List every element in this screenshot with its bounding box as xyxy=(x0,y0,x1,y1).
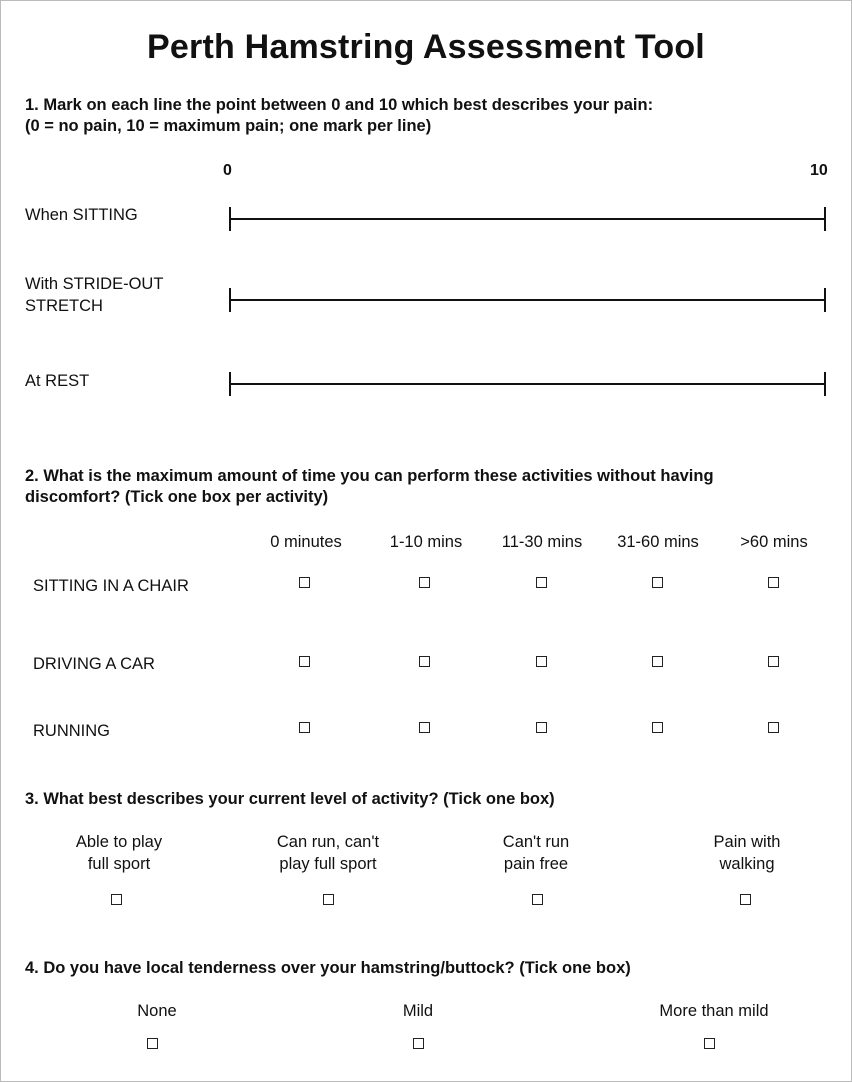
activity-label-driving: DRIVING A CAR xyxy=(33,655,155,673)
column-header-11-30-mins: 11-30 mins xyxy=(501,533,583,551)
activity-option-full-sport-line-2: full sport xyxy=(87,855,151,873)
question-1-line-1: 1. Mark on each line the point between 0 and 10 which best describes your pain: xyxy=(25,96,654,114)
column-header-31-60-mins: 31-60 mins xyxy=(617,533,699,551)
pain-row-label-rest: At REST xyxy=(25,372,90,390)
pain-scale-line-rest[interactable] xyxy=(229,383,826,385)
checkbox-driving-0-minutes[interactable] xyxy=(299,656,310,667)
activity-label-sitting: SITTING IN A CHAIR xyxy=(33,577,189,595)
tenderness-option-more-than-mild: More than mild xyxy=(659,1002,769,1020)
activity-option-can-run xyxy=(238,831,418,875)
question-4-text: 4. Do you have local tenderness over your hamstring/buttock? (Tick one box) xyxy=(25,959,631,977)
pain-scale-line-sitting[interactable] xyxy=(229,218,826,220)
pain-row-label-stride-out-line-1: With STRIDE-OUT xyxy=(25,275,164,293)
checkbox-driving-11-30-mins[interactable] xyxy=(536,656,547,667)
activity-option-pain-walking-line-1: Pain with xyxy=(713,833,781,851)
pain-row-label-stride-out-line-2: STRETCH xyxy=(25,297,103,315)
activity-option-pain-walking-line-2: walking xyxy=(719,855,775,873)
checkbox-activity-pain-walking[interactable] xyxy=(740,894,751,905)
question-2-text xyxy=(25,466,714,508)
checkbox-running-0-minutes[interactable] xyxy=(299,722,310,733)
column-header-1-10-mins: 1-10 mins xyxy=(389,533,463,551)
question-1-line-2: (0 = no pain, 10 = maximum pain; one mark per line) xyxy=(25,117,432,135)
checkbox-driving-31-60-mins[interactable] xyxy=(652,656,663,667)
activity-option-can-run-line-1: Can run, can't xyxy=(276,833,380,851)
scale-min-label: 0 xyxy=(223,162,232,179)
checkbox-activity-full-sport[interactable] xyxy=(111,894,122,905)
tenderness-option-mild: Mild xyxy=(402,1002,434,1020)
checkbox-activity-can-run[interactable] xyxy=(323,894,334,905)
activity-option-cant-run-line-2: pain free xyxy=(503,855,569,873)
checkbox-activity-cant-run[interactable] xyxy=(532,894,543,905)
column-header-over-60-mins: >60 mins xyxy=(740,533,808,551)
activity-option-cant-run xyxy=(446,831,626,875)
activity-option-full-sport-line-1: Able to play xyxy=(75,833,163,851)
checkbox-running-11-30-mins[interactable] xyxy=(536,722,547,733)
checkbox-running-1-10-mins[interactable] xyxy=(419,722,430,733)
checkbox-tenderness-none[interactable] xyxy=(147,1038,158,1049)
checkbox-driving-over-60-mins[interactable] xyxy=(768,656,779,667)
activity-label-running: RUNNING xyxy=(33,722,110,740)
checkbox-sitting-1-10-mins[interactable] xyxy=(419,577,430,588)
question-3-text: 3. What best describes your current level of activity? (Tick one box) xyxy=(25,790,555,808)
checkbox-tenderness-more-than-mild[interactable] xyxy=(704,1038,715,1049)
pain-row-label-sitting: When SITTING xyxy=(25,206,138,224)
activity-option-cant-run-line-1: Can't run xyxy=(502,833,570,851)
column-header-0-minutes: 0 minutes xyxy=(270,533,342,551)
checkbox-running-over-60-mins[interactable] xyxy=(768,722,779,733)
activity-option-pain-walking xyxy=(657,831,837,875)
checkbox-running-31-60-mins[interactable] xyxy=(652,722,663,733)
page-title: Perth Hamstring Assessment Tool xyxy=(147,28,705,66)
checkbox-sitting-over-60-mins[interactable] xyxy=(768,577,779,588)
question-2-line-2: discomfort? (Tick one box per activity) xyxy=(25,488,329,506)
activity-option-full-sport xyxy=(29,831,209,875)
checkbox-tenderness-mild[interactable] xyxy=(413,1038,424,1049)
scale-max-label: 10 xyxy=(810,162,828,179)
pain-scale-line-stride-out[interactable] xyxy=(229,299,826,301)
checkbox-driving-1-10-mins[interactable] xyxy=(419,656,430,667)
question-2-line-1: 2. What is the maximum amount of time you can perform these activities without having xyxy=(25,467,714,485)
pain-row-label-stride-out xyxy=(25,273,163,317)
checkbox-sitting-11-30-mins[interactable] xyxy=(536,577,547,588)
tenderness-option-none: None xyxy=(137,1002,177,1020)
activity-option-can-run-line-2: play full sport xyxy=(279,855,377,873)
question-1-text xyxy=(25,95,653,137)
checkbox-sitting-31-60-mins[interactable] xyxy=(652,577,663,588)
checkbox-sitting-0-minutes[interactable] xyxy=(299,577,310,588)
